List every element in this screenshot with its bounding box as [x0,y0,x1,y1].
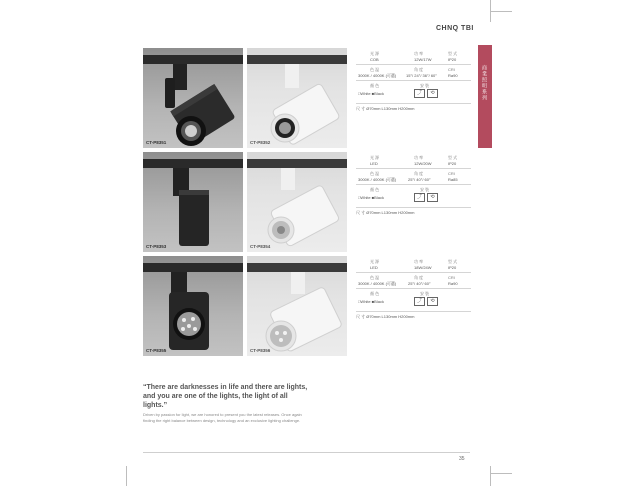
spec-value: 15°/ 24°/ 36°/ 60° [406,73,437,78]
spec-value: □White ■Black [358,195,384,200]
product-photo-white [247,256,347,356]
spec-label: 光 源 [370,259,380,264]
mounting-icons [414,193,438,202]
spec-label: 安 裝 [420,291,430,296]
mounting-icons [414,89,438,98]
spec-label: 型 式 [448,51,458,56]
spec-label: 功 率 [414,259,424,264]
spec-value: IP20 [448,57,457,62]
product-photo-dark [143,48,243,148]
spec-label: 型 式 [448,259,458,264]
spec-label: 色 温 [370,275,380,280]
spec-label: CRI [448,171,455,176]
spec-label: 色 温 [370,171,380,176]
product-code: CT-P8356 [250,348,271,353]
spec-value: IP20 [448,265,457,270]
spec-size: 尺 寸 Ø70mm L130mm H200mm [356,314,415,319]
spec-size: 尺 寸 Ø70mm L130mm H200mm [356,106,415,111]
product-code: CT-P8352 [250,140,271,145]
spec-value: Ra85 [448,177,458,182]
spec-label: 顏 色 [370,291,380,296]
spec-label: CRI [448,67,455,72]
track-spotlight-white-icon [247,48,347,148]
track-spotlight-white-icon [247,152,347,252]
track-spotlight-black-icon [143,256,243,356]
spec-label: 顏 色 [370,83,380,88]
rotate-icon: ⟲ [427,297,438,306]
rotate-icon: ⟲ [427,89,438,98]
spec-label: 色 温 [370,67,380,72]
spec-value: 3000K / 4000K (可選) [358,177,397,182]
rotate-icon: ⟲ [427,193,438,202]
crop-mark [490,11,512,12]
track-mount-icon: ⤴ [414,193,425,202]
spec-label: 角 度 [414,67,424,72]
spec-value: 3000K / 4000K (可選) [358,281,397,286]
track-spotlight-black-icon [143,48,243,148]
crop-mark [490,473,512,474]
crop-mark [490,466,491,486]
spec-table [356,256,471,356]
spec-value: 18W/24W [414,265,432,270]
section-tab-label: 商業照明系列 [481,65,487,101]
spec-value: Ra90 [448,73,458,78]
product-code: CT-P8351 [146,140,167,145]
spec-label: 角 度 [414,275,424,280]
spec-table [356,48,471,148]
spec-value: 12W/17W [414,57,432,62]
product-code: CT-P8355 [146,348,167,353]
page-number: 35 [459,456,465,462]
track-spotlight-black-icon [143,152,243,252]
spec-label: 安 裝 [420,83,430,88]
brand-logo: CHNQ TBI [436,25,474,32]
footer-divider [143,452,470,453]
spec-label: 光 源 [370,155,380,160]
spec-value: LED [370,161,378,166]
product-code: CT-P8354 [250,244,271,249]
mounting-icons [414,297,438,306]
spec-value: □White ■Black [358,91,384,96]
product-photo-white [247,152,347,252]
spec-label: 型 式 [448,155,458,160]
crop-mark [126,466,127,486]
spec-value: 3000K / 4000K (可選) [358,73,397,78]
spec-label: 顏 色 [370,187,380,192]
spec-value: 12W/20W [414,161,432,166]
spec-value: Ra90 [448,281,458,286]
spec-value: 25°/ 40°/ 60° [408,177,431,182]
spec-label: 安 裝 [420,187,430,192]
section-tab [478,45,492,148]
spec-value: 25°/ 40°/ 60° [408,281,431,286]
spec-label: CRI [448,275,455,280]
spec-label: 功 率 [414,51,424,56]
spec-label: 光 源 [370,51,380,56]
track-mount-icon: ⤴ [414,297,425,306]
track-spotlight-white-icon [247,256,347,356]
spec-label: 角 度 [414,171,424,176]
spec-value: IP20 [448,161,457,166]
spec-table [356,152,471,252]
body-paragraph: Driven by passion for light, we are honored to present you the latest releases. Once again finding the right balance between design, technology and an exclusive lighting challenge. [143,412,302,423]
spec-value: LED [370,265,378,270]
product-photo-dark [143,256,243,356]
pull-quote: “There are darknesses in life and there are lights, and you are one of the lights, the light of all lights.” [143,384,308,409]
product-photo-dark [143,152,243,252]
product-photo-white [247,48,347,148]
spec-label: 功 率 [414,155,424,160]
track-mount-icon: ⤴ [414,89,425,98]
spec-value: COB [370,57,379,62]
spec-value: □White ■Black [358,299,384,304]
spec-size: 尺 寸 Ø70mm L130mm H200mm [356,210,415,215]
product-code: CT-P8353 [146,244,167,249]
